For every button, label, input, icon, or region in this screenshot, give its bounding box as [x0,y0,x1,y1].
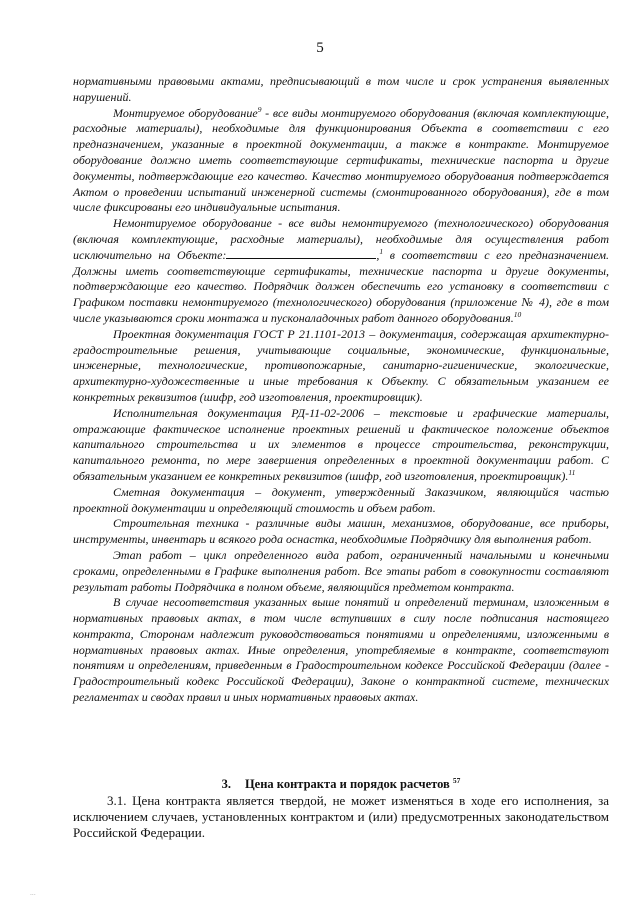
section-number: 3. [221,777,231,791]
paragraph-work-stage [73,548,609,595]
blank-fill-line [226,248,376,259]
section-heading [73,776,609,792]
paragraph-construction-machinery [73,516,609,548]
footnote-ref: 57 [452,775,461,785]
paragraph-text: нормативными правовыми актами, предписывающий в том числе и срок устранения выявленных нарушений. [73,74,609,104]
paragraph-unmounted-equipment: Немонтируемое оборудование - все виды немонтируемого (технологического) оборудования (включая комплектующие, расходные материалы), необходимые для осуществления работ исключительно на Объекте: ,$^1$ в соответствии с его предназначением. Должны иметь соответствующие сертификаты, технические паспорта и другие документы, подтверждающие его качество. Подрядчик должен обеспечить его установку в соответствии с Графиком поставки немонтируемого (технологического) оборудования (приложение № 4), где в том числе указываются сроки монтажа и пусконаладочных работ данного оборудования.$^{10}$ [73,216,610,325]
paragraph-text: в соответствии с его предназначением. Должны иметь соответствующие сертификаты, технические паспорта и другие документы, подтверждающие его качество. Подрядчик должен обеспечить его установку в соответствии с Графиком поставки немонтируемого (технологического) оборудования (приложение № 4), где в том числе указываются сроки монтажа и пусконаладочных работ данного оборудования. [73,247,610,325]
paragraph-violations-tail [73,74,609,106]
footnote-ref: 10 [513,309,522,319]
definitions-text [73,74,609,706]
paragraph-design-documentation [73,327,609,406]
paragraph-text: Этап работ – цикл определенного вида работ, ограниченный начальными и конечными сроками, определенными в Графике выполнения работ. Все этапы работ в совокупности составляют результат работы Подрядчика в полном объеме, являющийся предметом контракта. [73,547,609,594]
corner-mark: ... [30,890,36,897]
paragraph-text: Строительная техника - различные виды машин, механизмов, оборудование, все приборы, инструменты, инвентарь и всякого рода оснастка, необходимые Подрядчику для выполнения работ. [73,516,609,547]
page-number: 5 [316,40,324,56]
paragraph-estimate-documentation [73,485,609,517]
paragraph-text: Сметная документация – документ, утвержденный Заказчиком, являющийся частью проектной документации и определяющий стоимость и объем работ. [73,484,609,515]
paragraph-mounted-equipment [73,106,609,217]
paragraph-text: Исполнительная документация РД-11-02-2006 – текстовые и графические материалы, отражающие фактическое исполнение проектных решений и фактическое положение объектов капитального строительства и их элементов в процессе строительства, реконструкции, капитального ремонта, по мере завершения определенных в проектной документации работ. С обязательным указанием ее конкретных реквизитов (шифр, год изготовления, проектировщик). [73,405,609,483]
paragraph-executive-documentation [73,406,609,485]
paragraph-text: - все виды монтируемого оборудования (включая комплектующие, расходные материалы), необходимые для функционирования Объекта в соответствии с его предназначением, указанные в проектной документации, а также в контракте. Монтируемое оборудование должно иметь соответствующие сертификаты, технические паспорта и другие документы, подтверждающие его качество. Качество монтируемого оборудования подтверждается Актом о проведении испытаний инженерной системы (смонтированного оборудования), где в том числе фиксированы его индивидуальные испытания. [73,105,609,215]
section-title: Цена контракта и порядок расчетов [244,777,450,791]
footnote-ref: 1 [379,246,384,256]
paragraph-text: Проектная документация ГОСТ Р 21.1101-2013 – документация, содержащая архитектурно-градостроительные решения, учитывающие социальные, экономические, функциональные, инженерные, технологические, противопожарные, санитарно-гигиенические, экологические, архитектурно-художественные и иные требования к Объекту. С обязательным указанием ее конкретных реквизитов (шифр, год изготовления, проектировщик). [73,326,609,404]
paragraph-text: В случае несоответствия указанных выше понятий и определений терминам, изложенным в нормативных правовых актах, в том числе вступивших в силу после подписания настоящего контракта, Сторонам надлежит руководствоваться понятиями и определениями, изложенными в нормативных правовых актах. Иные определения, употребляемые в контракте, соответствуют понятиям и определениям, приведенным в Градостроительном кодексе Российской Федерации (далее - Градостроительный кодекс Российской Федерации), Законе о контрактной системе, технических регламентах и сводах правил и иных нормативных правовых актах. [73,595,609,705]
paragraph-inconsistency [73,595,609,706]
footnote-ref: 11 [568,467,576,477]
clause-3-1: 3.1. Цена контракта является твердой, не может изменяться в ходе его исполнения, за исключением случаев, установленных контрактом и (или) предусмотренных законодательством Российской Федерации. [73,793,609,840]
term-unmounted-equipment: Немонтируемое оборудование - все виды немонтируемого (технологического) оборудования (включая комплектующие, расходные материалы), необходимые для осуществления работ исключительно на Объекте: [73,216,609,262]
footnote-ref: 9 [257,104,262,114]
term-mounted-equipment: Монтируемое оборудование [113,105,258,120]
